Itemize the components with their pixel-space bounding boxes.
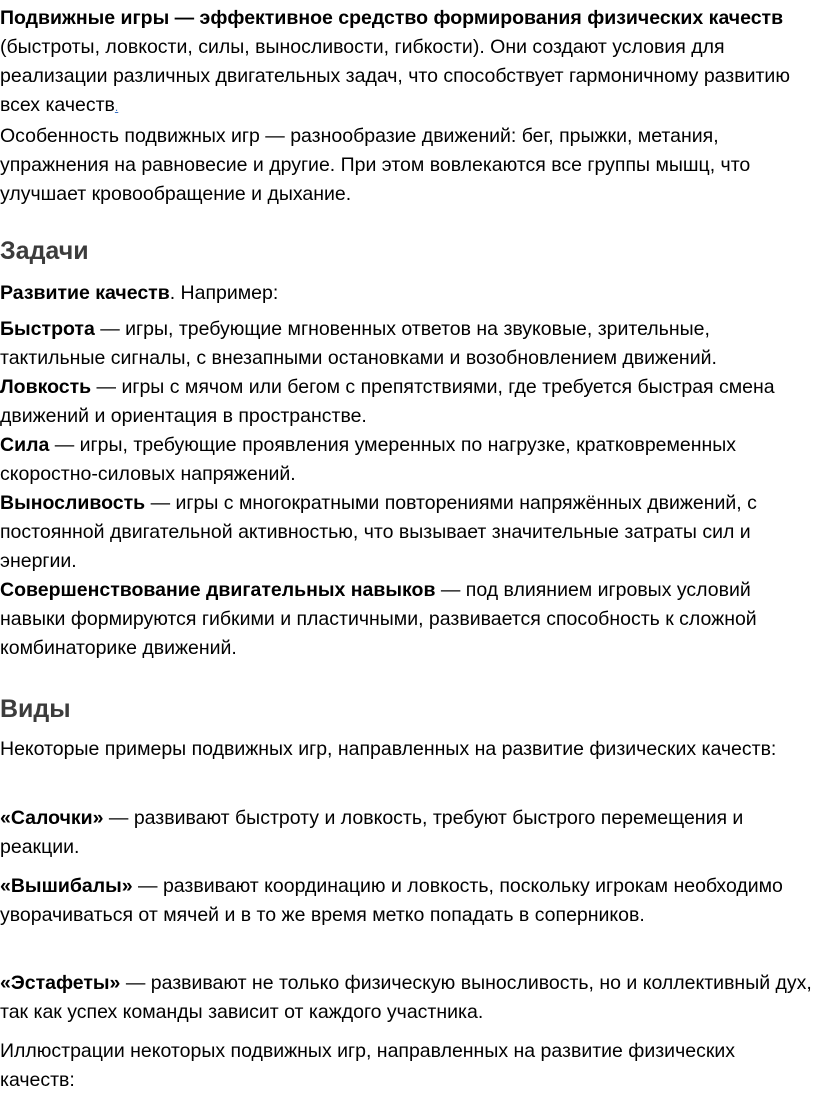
tasks-heading: Задачи (0, 237, 89, 265)
task-text: — игры, требующие мгновенных ответов на звуковые, зрительные, тактильные сигналы, с внезапными остановками и возобновлением движений. (0, 318, 717, 369)
intro-text: (быстроты, ловкости, силы, выносливости, гибкости). Они создают условия для реализации различных двигательных задач, что способствует гармоничному развитию всех качеств (0, 36, 790, 116)
task-text: — игры, требующие проявления умеренных по нагрузке, кратковременных скоростно-силовых напряжений. (0, 434, 737, 485)
types-heading: Виды (0, 695, 71, 723)
type-text: — развивают не только физическую выносливость, но и коллективный дух, так как успех команды зависит от каждого участника. (0, 972, 812, 1023)
source-link[interactable]: . (114, 100, 119, 114)
intro-paragraph-1 (0, 4, 812, 209)
type-text: — развивают быстроту и ловкость, требуют быстрого перемещения и реакции. (0, 807, 744, 858)
types-intro: Некоторые примеры подвижных игр, направленных на развитие физических качеств: (0, 738, 777, 760)
task-term: Ловкость (0, 376, 92, 398)
task-text: — игры с мячом или бегом с препятствиями, где требуется быстрая смена движений и ориентация в пространстве. (0, 376, 775, 427)
type-text: — развивают координацию и ловкость, поскольку игрокам необходимо уворачиваться от мячей и в то же время метко попадать в соперников. (0, 875, 783, 926)
task-text: — игры с многократными повторениями напряжённых движений, с постоянной двигательной активностью, что вызывает значительные затраты сил и энергии. (0, 492, 757, 572)
types-outro: Иллюстрации некоторых подвижных игр, направленных на развитие физических качеств: (0, 1040, 735, 1091)
type-term: «Салочки» (0, 807, 104, 829)
tasks-lead-bold: Развитие качеств (0, 282, 170, 304)
type-item-1 (0, 804, 812, 862)
type-term: «Вышибалы» (0, 875, 133, 897)
type-item-3 (0, 969, 812, 1027)
intro-paragraph-2: Особенность подвижных игр — разнообразие движений: бег, прыжки, метания, упражнения на равновесие и другие. При этом вовлекаются все группы мышц, что улучшает кровообращение и дыхание. (0, 125, 751, 205)
task-text: — под влиянием игровых условий навыки формируются гибкими и пластичными, развивается способность к сложной комбинаторике движений. (0, 579, 757, 659)
type-item-2 (0, 872, 812, 930)
task-term: Быстрота (0, 318, 95, 340)
tasks-list (0, 315, 812, 663)
task-term: Выносливость (0, 492, 146, 514)
intro-bold-lead: Подвижные игры — эффективное средство формирования физических качеств (0, 7, 784, 29)
tasks-lead (0, 279, 812, 308)
task-term: Совершенствование двигательных навыков (0, 579, 436, 601)
type-term: «Эстафеты» (0, 972, 121, 994)
tasks-lead-text: . Например: (169, 282, 279, 304)
task-term: Сила (0, 434, 50, 456)
